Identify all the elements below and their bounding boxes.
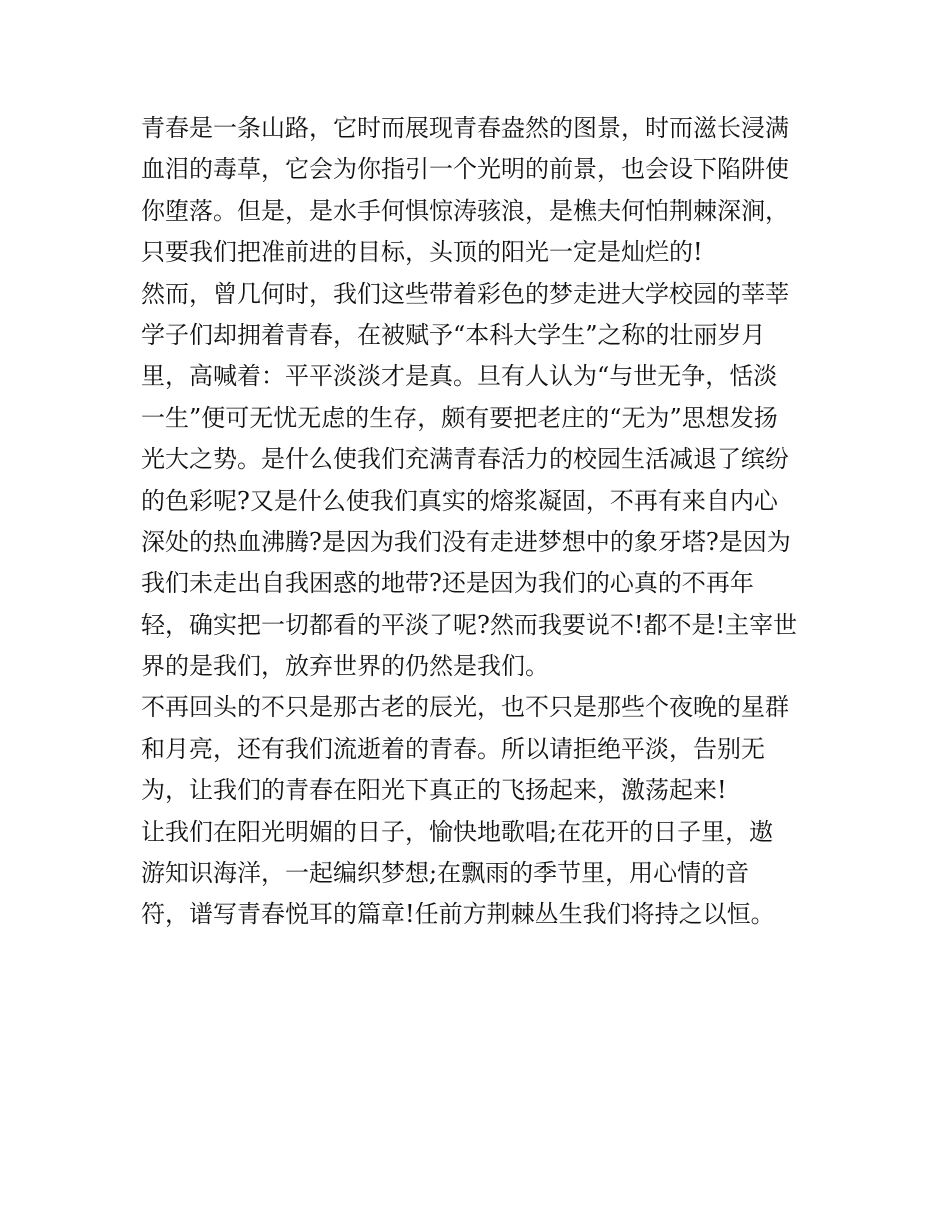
text-line: 学子们却拥着青春，在被赋予“本科大学生”之称的壮丽岁月 <box>141 320 766 349</box>
text-line: 青春是一条山路，它时而展现青春盎然的图景，时而滋长浸满 <box>141 114 789 142</box>
text-line: 光大之势。是什么使我们充满青春活力的校园生活减退了缤纷 <box>141 445 789 474</box>
text-line: 游知识海洋，一起编织梦想;在飘雨的季节里，用心情的音 <box>141 859 750 888</box>
text-line: 为，让我们的青春在阳光下真正的飞扬起来，激荡起来! <box>141 776 727 805</box>
text-line: 血泪的毒草，它会为你指引一个光明的前景，也会设下陷阱使 <box>141 155 789 184</box>
text-line: 我们未走出自我困惑的地带?还是因为我们的心真的不再年 <box>141 569 754 598</box>
text-line: 轻，确实把一切都看的平淡了呢?然而我要说不!都不是!主宰世 <box>141 610 798 639</box>
text-line: 的色彩呢?又是什么使我们真实的熔浆凝固，不再有来自内心 <box>141 486 778 515</box>
text-line: 让我们在阳光明媚的日子，愉快地歌唱;在花开的日子里，遨 <box>141 817 774 846</box>
text-line: 界的是我们，放弃世界的仍然是我们。 <box>141 652 549 681</box>
text-line: 和月亮，还有我们流逝着的青春。所以请拒绝平淡，告别无 <box>141 734 765 763</box>
text-line: 然而，曾几何时，我们这些带着彩色的梦走进大学校园的莘莘 <box>141 279 789 308</box>
text-line: 只要我们把准前进的目标，头顶的阳光一定是灿烂的! <box>141 238 703 267</box>
text-line: 里，高喊着：平平淡淡才是真。旦有人认为“与世无争，恬淡 <box>141 362 778 391</box>
text-line: 一生”便可无忧无虑的生存，颇有要把老庄的“无为”思想发扬 <box>141 403 778 432</box>
text-line: 不再回头的不只是那古老的辰光，也不只是那些个夜晚的星群 <box>141 693 789 722</box>
text-line: 深处的热血沸腾?是因为我们没有走进梦想中的象牙塔?是因为 <box>141 527 791 556</box>
text-line: 符，谱写青春悦耳的篇章!任前方荆棘丛生我们将持之以恒。 <box>141 900 775 929</box>
text-line: 你堕落。但是，是水手何惧惊涛骇浪，是樵夫何怕荆棘深涧， <box>141 196 789 225</box>
body-text <box>141 108 841 936</box>
